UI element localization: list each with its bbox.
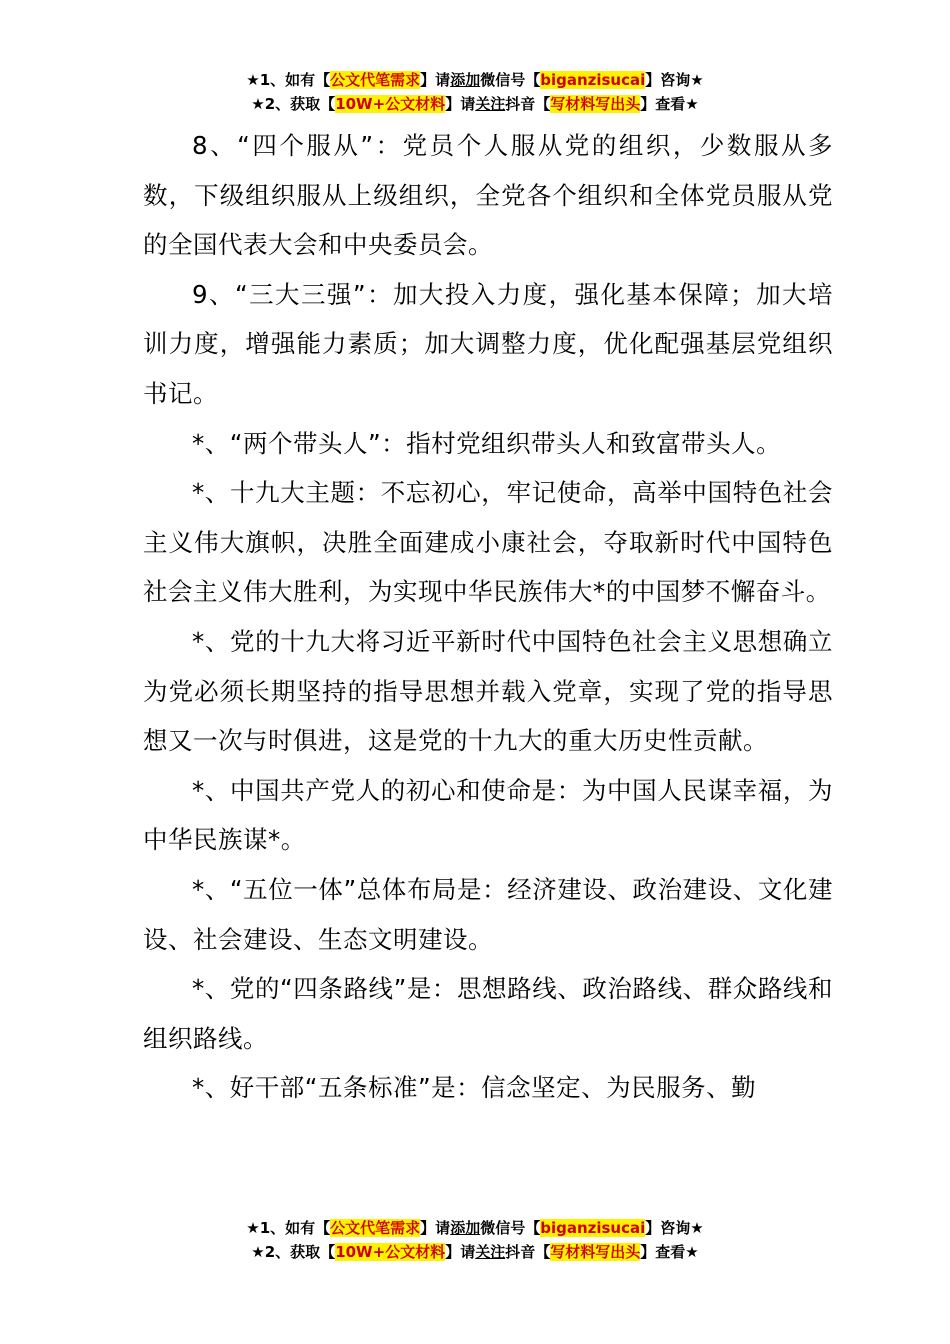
banner-highlight: biganzisucai [540, 1219, 646, 1237]
banner-underlined-text: 关注 [475, 95, 506, 113]
paragraph: 9、“三大三强”：加大投入力度，强化基本保障；加大培训力度，增强能力素质；加大调整力度，优化配强基层党组织书记。 [143, 279, 833, 408]
banner-text: 微信号【 [480, 1219, 541, 1237]
header-banner [0, 68, 950, 116]
paragraph: *、“五位一体”总体布局是：经济建设、政治建设、文化建设、社会建设、生态文明建设。 [143, 874, 833, 954]
paragraph: *、中国共产党人的初心和使命是：为中国人民谋幸福，为中华民族谋*。 [143, 775, 833, 855]
banner-text: 抖音【 [505, 1243, 551, 1261]
banner-line-1 [0, 68, 950, 92]
banner-underlined-text: 关注 [475, 1243, 506, 1261]
paragraph: *、十九大主题：不忘初心，牢记使命，高举中国特色社会主义伟大旗帜，决胜全面建成小康社会，夺取新时代中国特色社会主义伟大胜利，为实现中华民族伟大*的中国梦不懈奋斗。 [143, 478, 833, 607]
banner-text: ★2、获取【 [251, 1243, 336, 1261]
banner-text: 】咨询★ [645, 1219, 704, 1237]
paragraph: *、党的“四条路线”是：思想路线、政治路线、群众路线和组织路线。 [143, 974, 833, 1053]
banner-text: 】请 [420, 71, 451, 89]
banner-text: 】查看★ [640, 95, 699, 113]
banner-underlined-text: 添加 [450, 71, 481, 89]
banner-line-1 [0, 1216, 950, 1240]
banner-text: 】请 [445, 1243, 476, 1261]
paragraph: *、党的十九大将习近平新时代中国特色社会主义思想确立为党必须长期坚持的指导思想并载入党章，实现了党的指导思想又一次与时俱进，这是党的十九大的重大历史性贡献。 [143, 626, 833, 756]
banner-highlight: 公文代笔需求 [330, 1219, 421, 1237]
banner-text: 微信号【 [480, 71, 541, 89]
banner-text: ★1、如有【 [246, 71, 331, 89]
banner-highlight: 10W+公文材料 [335, 95, 446, 113]
banner-text: 】请 [420, 1219, 451, 1237]
banner-text: ★2、获取【 [251, 95, 336, 113]
banner-text: 】请 [445, 95, 476, 113]
paragraph: *、“两个带头人”：指村党组织带头人和致富带头人。 [192, 428, 782, 458]
banner-underlined-text: 添加 [450, 1219, 481, 1237]
paragraph: *、好干部“五条标准”是：信念坚定、为民服务、勤 [192, 1073, 757, 1103]
banner-text: 】咨询★ [645, 71, 704, 89]
document-body [143, 121, 833, 1113]
paragraph: 8、“四个服从”：党员个人服从党的组织，少数服从多数，下级组织服从上级组织，全党各个组织和全体党员服从党的全国代表大会和中央委员会。 [143, 131, 833, 260]
banner-text: 抖音【 [505, 95, 551, 113]
banner-text: ★1、如有【 [246, 1219, 331, 1237]
banner-highlight: biganzisucai [540, 71, 646, 89]
banner-highlight: 写材料写出头 [550, 95, 641, 113]
banner-line-2 [0, 1240, 950, 1264]
banner-highlight: 公文代笔需求 [330, 71, 421, 89]
banner-highlight: 写材料写出头 [550, 1243, 641, 1261]
banner-text: 】查看★ [640, 1243, 699, 1261]
footer-banner [0, 1216, 950, 1264]
banner-line-2 [0, 92, 950, 116]
banner-highlight: 10W+公文材料 [335, 1243, 446, 1261]
